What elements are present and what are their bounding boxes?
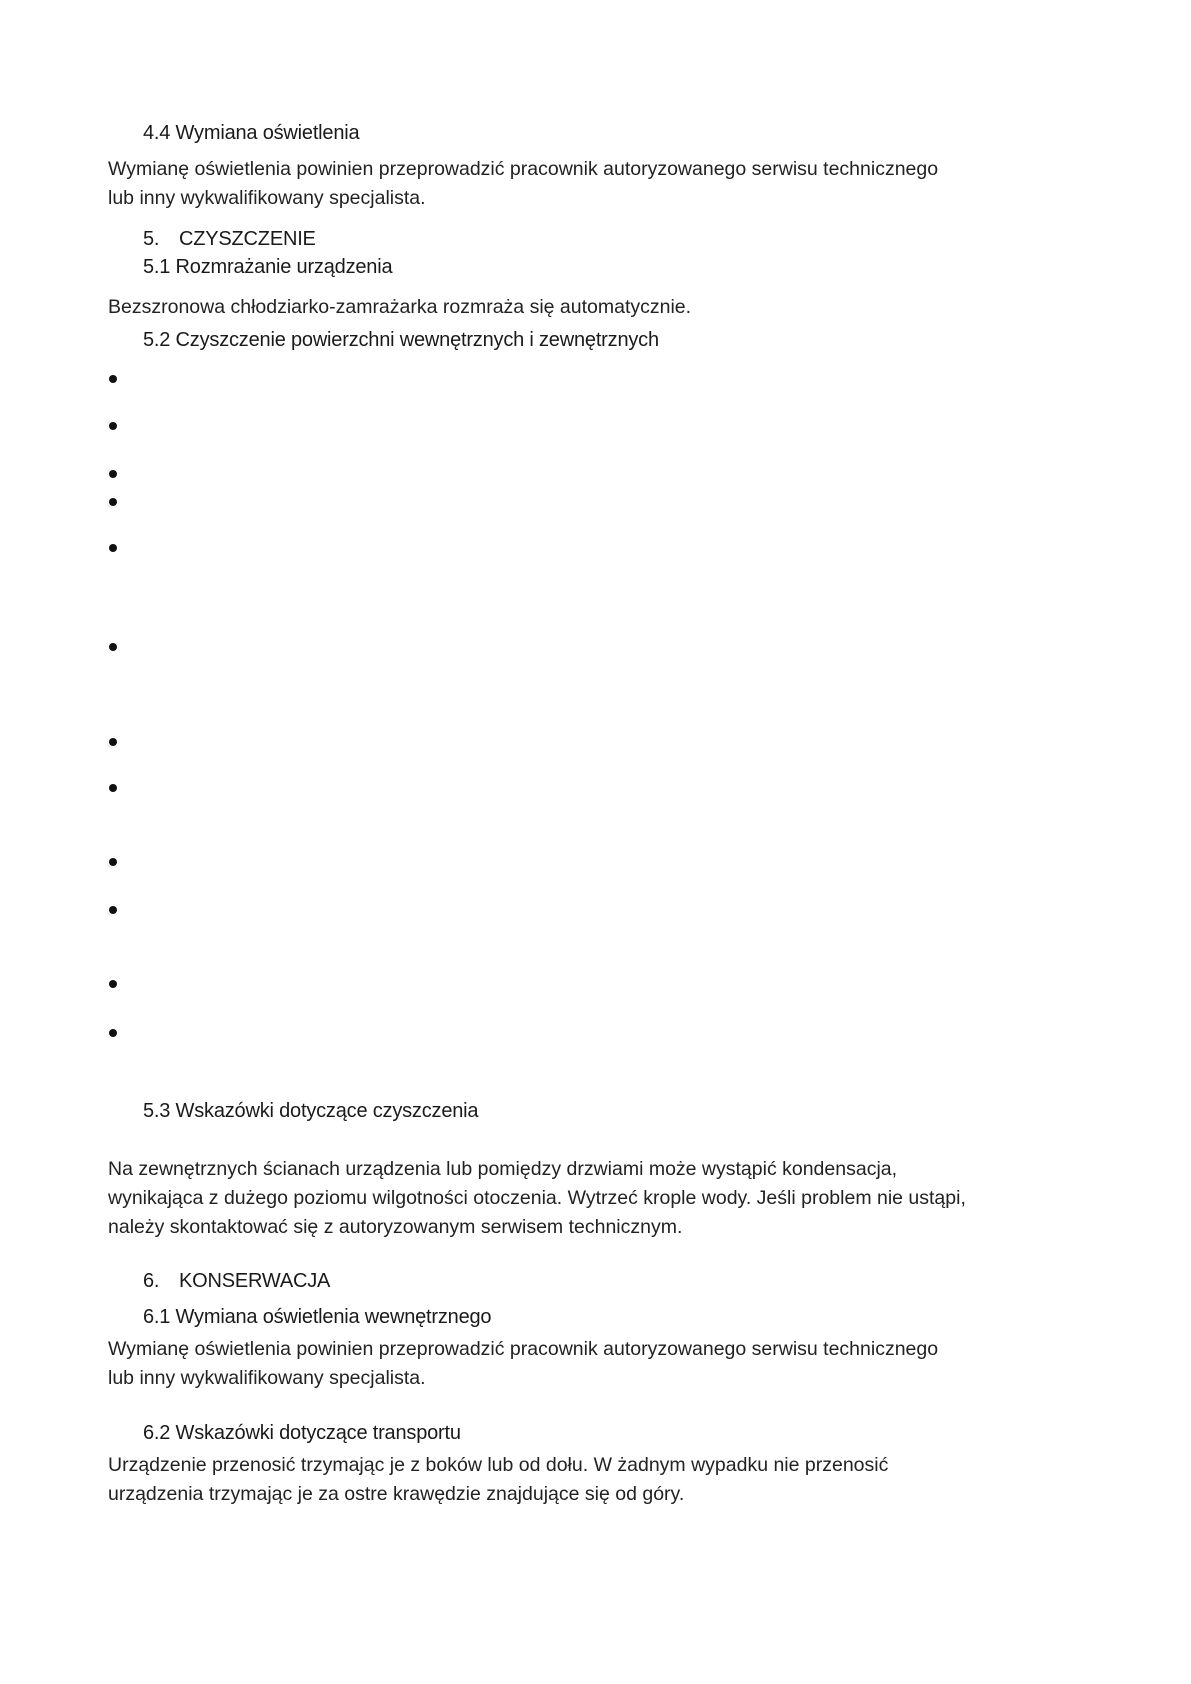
paragraph-6-1-line-1: Wymianę oświetlenia powinien przeprowadzić pracownik autoryzowanego serwisu technicznego [108,1338,939,1360]
list-bullet [109,544,117,552]
heading-6-1: 6.1 Wymiana oświetlenia wewnętrznego [143,1306,492,1328]
heading-5-1: 5.1 Rozmrażanie urządzenia [143,256,393,278]
heading-5-3: 5.3 Wskazówki dotyczące czyszczenia [143,1100,479,1122]
heading-5 [143,228,316,251]
heading-5-2: 5.2 Czyszczenie powierzchni wewnętrznych i zewnętrznych [143,329,659,351]
paragraph-5-3-line-2: wynikająca z dużego poziomu wilgotności otoczenia. Wytrzeć krople wody. Jeśli problem nie ustąpi, [108,1187,966,1209]
heading-6-title: KONSERWACJA [179,1270,331,1292]
list-bullet [109,375,117,383]
list-bullet [109,643,117,651]
paragraph-5-1 [108,293,1048,322]
paragraph-5-1-line-1: Bezszronowa chłodziarko-zamrażarka rozmraża się automatycznie. [108,296,692,318]
list-bullet [109,1029,117,1037]
heading-5-number: 5. [143,228,160,250]
list-bullet [109,470,117,478]
list-bullet [109,980,117,988]
paragraph-6-1 [108,1335,1048,1393]
list-bullet [109,498,117,506]
paragraph-6-2 [108,1451,1048,1509]
heading-5-title: CZYSZCZENIE [179,228,316,250]
heading-6-2: 6.2 Wskazówki dotyczące transportu [143,1422,461,1444]
paragraph-5-3 [108,1155,1048,1242]
list-bullet [109,784,117,792]
list-bullet [109,738,117,746]
heading-6-number: 6. [143,1270,160,1292]
paragraph-4-4 [108,155,1048,213]
list-bullet [109,858,117,866]
paragraph-5-3-line-3: należy skontaktować się z autoryzowanym serwisem technicznym. [108,1216,683,1238]
paragraph-6-2-line-1: Urządzenie przenosić trzymając je z boków lub od dołu. W żadnym wypadku nie przenosić [108,1454,889,1476]
list-bullet [109,422,117,430]
heading-6 [143,1270,330,1293]
heading-4-4: 4.4 Wymiana oświetlenia [143,122,360,144]
paragraph-4-4-line-2: lub inny wykwalifikowany specjalista. [108,187,426,209]
list-bullet [109,906,117,914]
paragraph-4-4-line-1: Wymianę oświetlenia powinien przeprowadzić pracownik autoryzowanego serwisu technicznego [108,158,939,180]
paragraph-5-3-line-1: Na zewnętrznych ścianach urządzenia lub pomiędzy drzwiami może wystąpić kondensacja, [108,1158,898,1180]
paragraph-6-2-line-2: urządzenia trzymając je za ostre krawędzie znajdujące się od góry. [108,1483,685,1505]
paragraph-6-1-line-2: lub inny wykwalifikowany specjalista. [108,1367,426,1389]
